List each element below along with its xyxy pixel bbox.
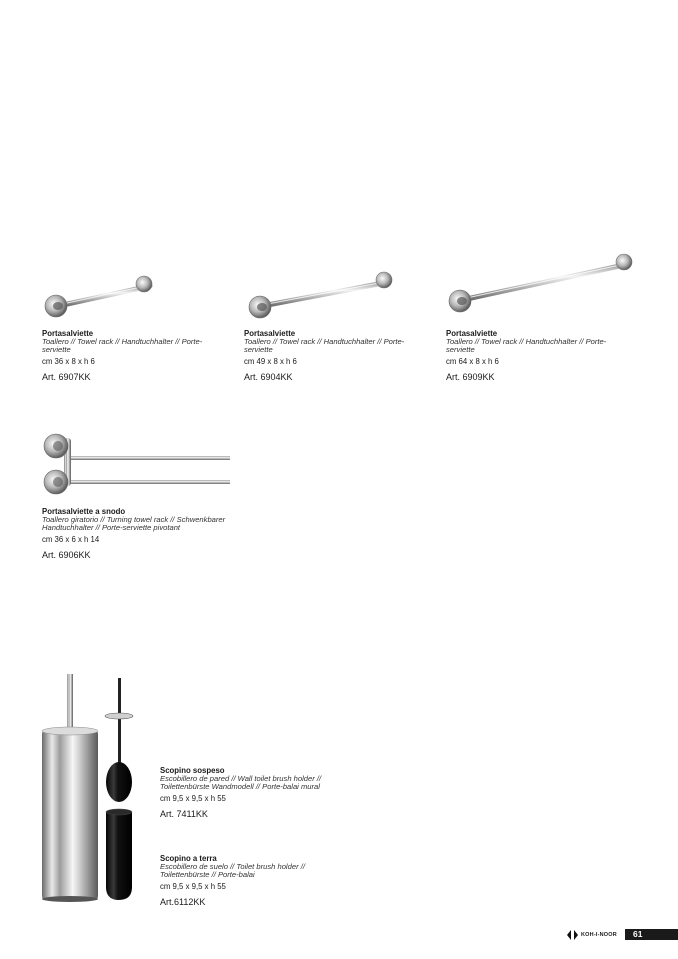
brand-name: KOH-I-NOOR <box>581 932 617 938</box>
product-caption <box>244 330 424 381</box>
product-article: Art. 6906KK <box>42 549 91 560</box>
product-article: Art. 6904KK <box>244 371 293 382</box>
product-name: Scopino sospeso <box>160 766 225 775</box>
toilet-brush-floor-image <box>38 672 138 907</box>
product-dimensions: cm 36 x 6 x h 14 <box>42 534 100 544</box>
product-name: Scopino a terra <box>160 854 217 863</box>
product-name: Portasalviette a snodo <box>42 507 126 516</box>
product-caption <box>446 330 626 381</box>
product-article: Art. 6909KK <box>446 371 495 382</box>
product-description: Toallero giratorio // Turning towel rack // Schwenkbarer Handtuchhalter // Porte-serviette pivotant <box>42 515 226 533</box>
product-name: Portasalviette <box>42 329 94 338</box>
product-article: Art. 7411KK <box>160 808 208 819</box>
towel-rack-short-image <box>40 270 160 320</box>
product-description: Toallero // Towel rack // Handtuchhalter // Porte-serviette <box>42 337 203 355</box>
product-description: Toallero // Towel rack // Handtuchhalter // Porte-serviette <box>446 337 607 355</box>
page-number: 61 <box>625 929 678 940</box>
product-dimensions: cm 36 x 8 x h 6 <box>42 356 95 366</box>
product-dimensions: cm 49 x 8 x h 6 <box>244 356 297 366</box>
product-name: Portasalviette <box>446 329 498 338</box>
swivel-towel-rack-image <box>40 430 235 500</box>
towel-rack-medium-image <box>244 268 399 323</box>
product-description: Escobillero de pared // Wall toilet brush holder // Toilettenbürste Wandmodell // Porte-balai mural <box>160 774 322 792</box>
product-caption <box>160 855 350 906</box>
product-caption <box>42 508 242 559</box>
product-dimensions: cm 9,5 x 9,5 x h 55 <box>160 881 226 891</box>
product-article: Art. 6907KK <box>42 371 91 382</box>
towel-rack-long-image <box>444 252 639 320</box>
koh-i-noor-logo-icon <box>567 930 578 940</box>
product-dimensions: cm 9,5 x 9,5 x h 55 <box>160 793 226 803</box>
product-description: Escobillero de suelo // Toilet brush holder // Toilettenbürste // Porte-balai <box>160 862 305 880</box>
product-name: Portasalviette <box>244 329 296 338</box>
product-description: Toallero // Towel rack // Handtuchhalter // Porte-serviette <box>244 337 405 355</box>
product-caption <box>42 330 222 381</box>
product-article: Art.6112KK <box>160 896 206 907</box>
brand-logo <box>567 930 617 940</box>
product-caption <box>160 767 350 818</box>
product-dimensions: cm 64 x 8 x h 6 <box>446 356 499 366</box>
